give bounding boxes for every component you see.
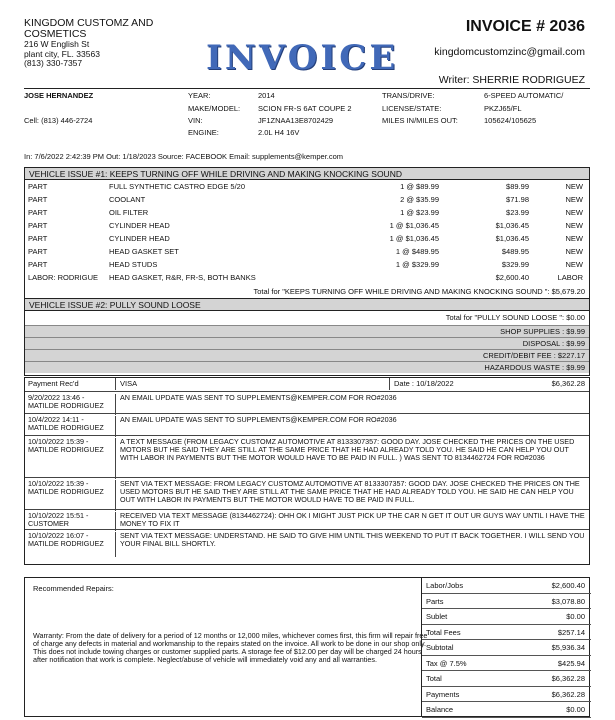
line-total: $1,036.45 <box>495 221 529 230</box>
log-entry <box>25 509 589 529</box>
line-total: $489.95 <box>501 247 529 256</box>
fee-disposal: DISPOSAL : $9.99 <box>25 337 589 349</box>
writer: Writer: SHERRIE RODRIGUEZ <box>438 74 585 86</box>
line-qty-price: 1 @ $23.99 <box>400 208 439 217</box>
totals-label: Tax @ 7.5% <box>426 658 467 668</box>
line-total: $1,036.45 <box>495 234 529 243</box>
trans-label: TRANS/DRIVE: <box>382 91 435 100</box>
totals-row <box>422 702 591 718</box>
line-condition: NEW <box>565 195 583 204</box>
fee-hazardous-waste: HAZARDOUS WASTE : $9.99 <box>25 361 589 373</box>
line-type: PART <box>28 221 48 230</box>
line-condition: NEW <box>565 208 583 217</box>
totals-label: Payments <box>426 689 460 699</box>
line-item <box>25 194 589 206</box>
line-condition: NEW <box>565 182 583 191</box>
line-description: COOLANT <box>109 195 146 204</box>
issue-2-total: Total for "PULLY SOUND LOOSE ": $0.00 <box>445 313 585 322</box>
log-author: 10/10/2022 15:39 - MATILDE RODRIGUEZ <box>28 437 104 454</box>
line-description: HEAD STUDS <box>109 260 158 269</box>
line-condition: NEW <box>565 260 583 269</box>
license-value: PKZJ65/FL <box>484 104 522 113</box>
line-condition: NEW <box>565 247 583 256</box>
totals-row <box>422 578 591 594</box>
issue-1-total: Total for "KEEPS TURNING OFF WHILE DRIVING AND MAKING KNOCKING SOUND ": $5,679.20 <box>253 287 585 296</box>
line-type: PART <box>28 208 48 217</box>
summary-box <box>24 577 590 717</box>
log-entry <box>25 529 589 555</box>
shop-email: kingdomcustomzinc@gmail.com <box>434 46 585 58</box>
totals-value: $3,078.80 <box>551 596 585 606</box>
miles-value: 105624/105625 <box>484 116 537 125</box>
line-description: CYLINDER HEAD <box>109 221 170 230</box>
totals-value: $0.00 <box>566 705 585 714</box>
shop-address-line2: plant city, FL. 33563 <box>24 48 100 59</box>
payment-date: Date : 10/18/2022 <box>389 378 454 390</box>
payment-amount: $6,362.28 <box>551 379 585 388</box>
totals-value: $257.14 <box>557 627 585 637</box>
invoice-title: INVOICE <box>206 38 399 78</box>
line-total: $71.98 <box>506 195 529 204</box>
totals-label: Total <box>426 674 442 683</box>
line-item <box>25 246 589 258</box>
log-author: 10/10/2022 16:07 - MATILDE RODRIGUEZ <box>28 531 104 548</box>
shop-phone: (813) 330-7357 <box>24 58 83 68</box>
line-description: FULL SYNTHETIC CASTRO EDGE 5/20 <box>109 182 246 191</box>
totals-row <box>422 687 591 703</box>
vin-value: JF1ZNAA13E8702429 <box>258 116 334 125</box>
payment-method: VISA <box>115 378 137 390</box>
totals-row <box>422 640 591 656</box>
log-message: A TEXT MESSAGE (FROM LEGACY CUSTOMZ AUTOMOTIVE AT 8133307357: GOOD DAY. JOSE CHECKED THE PRICES ON THE USED MOTORS BUT HE SAID THEY ARE STILL AT THE SAME PRICE THAT HE HAD ALREADY TOLD YOU. HE SAID HE CAN HELP YOU OUT WITH LABOR IN PAYMENTS BUT THE MOTOR WOULD HAVE TO BE PAID IN FULL. ) WAS SENT TO 8134462724 FOR RO#2036 <box>115 438 585 479</box>
totals-row <box>422 625 591 641</box>
line-qty-price: 1 @ $489.95 <box>395 247 439 256</box>
line-total: $329.99 <box>501 260 529 269</box>
line-item <box>25 272 589 284</box>
info-line: In: 7/6/2022 2:42:39 PM Out: 1/18/2023 Source: FACEBOOK Email: supplements@kemper.com <box>24 152 344 161</box>
line-type: PART <box>28 195 48 204</box>
line-condition: NEW <box>565 221 583 230</box>
log-entry <box>25 391 589 413</box>
line-qty-price: 1 @ $1,036.45 <box>389 221 439 230</box>
warranty-text: Warranty: From the date of delivery for a period of 12 months or 12,000 miles, whichever comes first, this firm will repair free of charge any defects in material and workmanship to the repairs stated on the invoice. All work to be done in our shop only. This does not include towing charges or customer supplied parts. A storage fee of $12.00 per day will be charged 24 hours after notification that work is complete. Neglect/abuse of vehicle will immediately void any and all warranties. <box>33 631 428 664</box>
line-condition: LABOR <box>557 273 583 282</box>
totals-row <box>422 656 591 672</box>
totals-table <box>421 578 591 716</box>
totals-value: $5,936.34 <box>551 643 585 652</box>
totals-value: $425.94 <box>557 658 585 668</box>
line-description: OIL FILTER <box>109 208 149 217</box>
line-total: $23.99 <box>506 208 529 217</box>
line-qty-price: 1 @ $329.99 <box>395 260 439 269</box>
miles-label: MILES IN/MILES OUT: <box>382 116 458 125</box>
issue-2-title: VEHICLE ISSUE #2: PULLY SOUND LOOSE <box>25 299 589 311</box>
totals-row <box>422 671 591 687</box>
totals-label: Subtotal <box>426 643 454 652</box>
engine-label: ENGINE: <box>188 128 219 137</box>
totals-label: Total Fees <box>426 627 461 637</box>
make-value: SCION FR-S 6AT COUPE 2 <box>258 104 352 113</box>
totals-value: $2,600.40 <box>551 581 585 590</box>
line-item <box>25 220 589 232</box>
log-message: SENT VIA TEXT MESSAGE: FROM LEGACY CUSTOMZ AUTOMOTIVE AT 8133307357: GOOD DAY. JOSE CHECKED THE PRICES ON THE USED MOTORS BUT HE SAID THEY ARE STILL AT THE SAME PRICE THAT HE HAD ALREADY TOLD YOU. HE SAID HE CAN HELP YOU OUT WITH LABOR IN PAYMENTS BUT THE MOTOR WOULD HAVE TO BE PAID IN FULL. <box>115 480 585 511</box>
line-qty-price: 1 @ $89.99 <box>400 182 439 191</box>
totals-label: Balance <box>426 705 454 714</box>
fee-credit-debit: CREDIT/DEBIT FEE : $227.17 <box>25 349 589 361</box>
totals-value: $6,362.28 <box>551 689 585 699</box>
line-qty-price: 1 @ $1,036.45 <box>389 234 439 243</box>
vin-label: VIN: <box>188 116 203 125</box>
engine-value: 2.0L H4 16V <box>258 128 300 137</box>
log-message: AN EMAIL UPDATE WAS SENT TO SUPPLEMENTS@KEMPER.COM FOR RO#2036 <box>115 394 585 415</box>
line-description: CYLINDER HEAD <box>109 234 170 243</box>
log-entry <box>25 413 589 435</box>
line-item <box>25 181 589 193</box>
line-type: PART <box>28 260 48 269</box>
line-condition: NEW <box>565 234 583 243</box>
license-label: LICENSE/STATE: <box>382 104 442 113</box>
make-label: MAKE/MODEL: <box>188 104 241 113</box>
line-description: HEAD GASKET, R&R, FR-S, BOTH BANKS <box>109 273 256 282</box>
log-author: 9/20/2022 13:46 - MATILDE RODRIGUEZ <box>28 393 104 410</box>
line-type: PART <box>28 182 48 191</box>
payment-label: Payment Rec'd <box>28 379 79 388</box>
issue-1-title: VEHICLE ISSUE #1: KEEPS TURNING OFF WHILE DRIVING AND MAKING KNOCKING SOUND <box>25 168 589 180</box>
payment-log <box>24 377 590 565</box>
line-total: $2,600.40 <box>495 273 529 282</box>
payment-row <box>25 378 589 390</box>
line-item <box>25 233 589 245</box>
log-message: AN EMAIL UPDATE WAS SENT TO SUPPLEMENTS@KEMPER.COM FOR RO#2036 <box>115 416 585 437</box>
line-total: $89.99 <box>506 182 529 191</box>
customer-cell: Cell: (813) 446-2724 <box>24 116 93 125</box>
log-entry <box>25 477 589 509</box>
totals-row <box>422 594 591 610</box>
totals-value: $0.00 <box>566 612 585 621</box>
line-item <box>25 207 589 219</box>
shop-name-line2: COSMETICS <box>24 28 87 40</box>
totals-value: $6,362.28 <box>551 674 585 683</box>
log-message: SENT VIA TEXT MESSAGE: UNDERSTAND. HE SAID TO GIVE HIM UNTIL THIS WEEKEND TO PUT IT BACK TOGETHER. I WILL SEND YOU YOUR FINAL BILL SHORTLY. <box>115 532 585 557</box>
invoice-number: INVOICE # 2036 <box>465 18 585 35</box>
vehicle-issue-2 <box>24 298 590 376</box>
log-entry <box>25 435 589 477</box>
customer-name: JOSE HERNANDEZ <box>24 91 94 100</box>
line-item <box>25 259 589 271</box>
line-type: PART <box>28 247 48 256</box>
year-value: 2014 <box>258 91 275 100</box>
totals-label: Sublet <box>426 612 448 621</box>
log-author: 10/4/2022 14:11 - MATILDE RODRIGUEZ <box>28 415 104 432</box>
totals-label: Parts <box>426 596 444 606</box>
recommended-repairs-label: Recommended Repairs: <box>33 584 114 593</box>
line-type: PART <box>28 234 48 243</box>
fee-shop-supplies: SHOP SUPPLIES : $9.99 <box>25 325 589 337</box>
shop-info <box>24 18 174 69</box>
log-author: 10/10/2022 15:39 - MATILDE RODRIGUEZ <box>28 479 104 496</box>
line-qty-price: 2 @ $35.99 <box>400 195 439 204</box>
trans-value: 6-SPEED AUTOMATIC/ <box>484 91 564 100</box>
log-message: RECEIVED VIA TEXT MESSAGE (8134462724): OHH OK I MIGHT JUST PICK UP THE CAR N GET IT OUT UR GUYS WAY UNTIL I HAVE THE MONEY TO FIX IT <box>115 512 585 531</box>
shop-name-line1: KINGDOM CUSTOMZ AND <box>24 17 154 29</box>
totals-label: Labor/Jobs <box>426 581 464 590</box>
vehicle-issue-1 <box>24 167 590 299</box>
header-divider <box>24 88 590 89</box>
shop-address-line1: 216 W English St <box>24 39 90 49</box>
log-author: 10/10/2022 15:51 - CUSTOMER <box>28 511 89 528</box>
line-description: HEAD GASKET SET <box>109 247 179 256</box>
totals-row <box>422 609 591 625</box>
year-label: YEAR: <box>188 91 211 100</box>
line-type: LABOR: RODRIGUE <box>28 273 99 282</box>
